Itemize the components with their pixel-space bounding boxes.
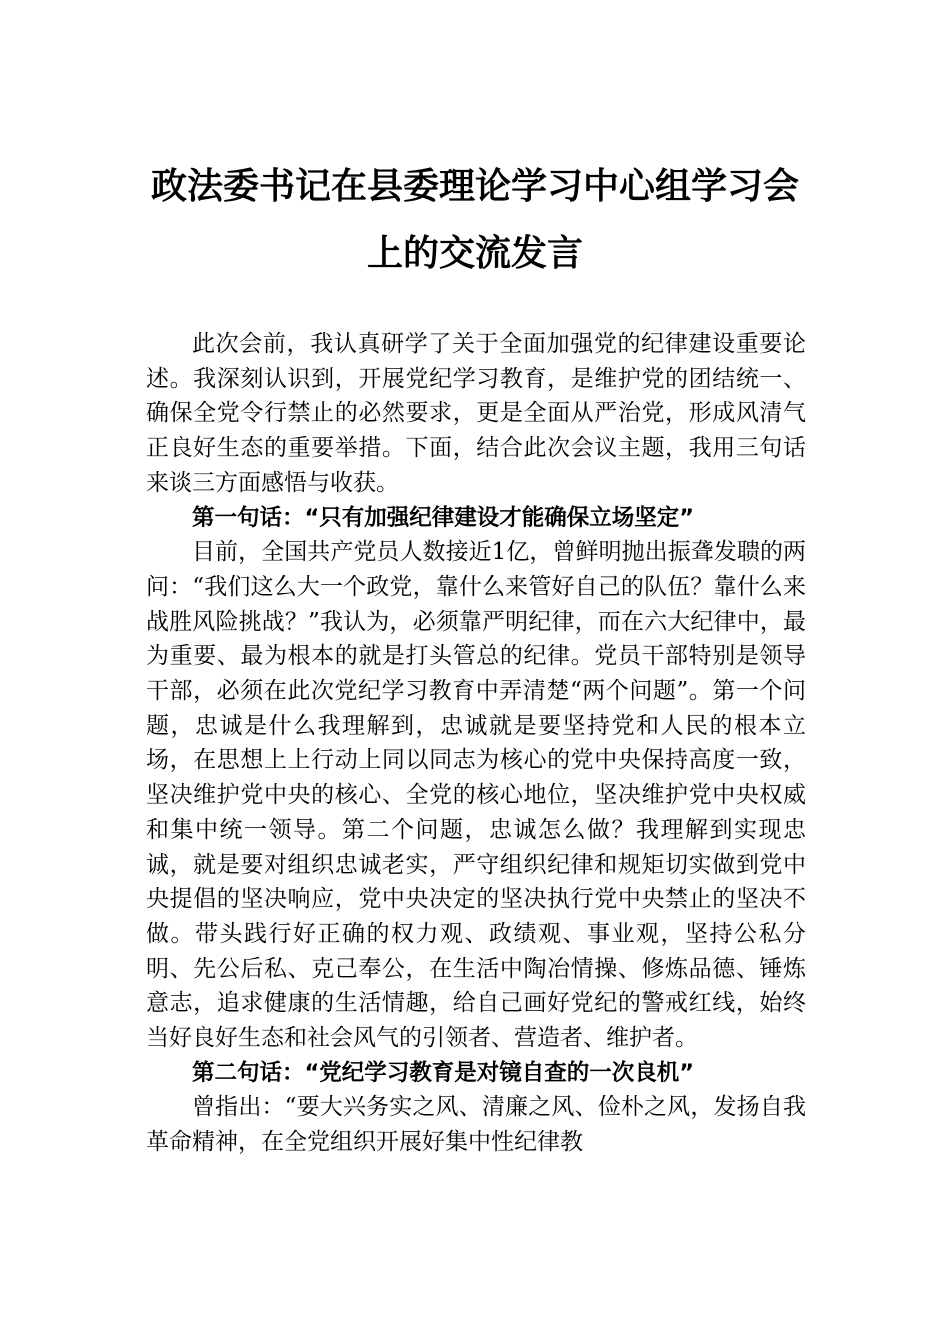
section-1-paragraph: 目前，全国共产党员人数接近1亿，曾鲜明抛出振聋发聩的两问：“我们这么大一个政党，靠什么来管好自己的队伍？靠什么来战胜风险挑战？”我认为，必须靠严明纪律，而在六大纪律中，最为重要、最为根本的就是打头管总的纪律。党员干部特别是领导干部，必须在此次党纪学习教育中弄清楚“两个问题”。第一个问题，忠诚是什么我理解到，忠诚就是要坚持党和人民的根本立场，在思想上上行动上同以同志为核心的党中央保持高度一致，坚决维护党中央的核心、全党的核心地位，坚决维护党中央权威和集中统一领导。第二个问题，忠诚怎么做？我理解到实现忠诚，就是要对组织忠诚老实，严守组织纪律和规矩切实做到党中央提倡的坚决响应，党中央决定的坚决执行党中央禁止的坚决不做。带头践行好正确的权力观、政绩观、事业观，坚持公私分明、先公后私、克己奉公，在生活中陶冶情操、修炼品德、锤炼意志，追求健康的生活情趣，给自己画好党纪的警戒红线，始终当好良好生态和社会风气的引领者、营造者、维护者。 (146, 539, 806, 1052)
intro-paragraph: 此次会前，我认真研学了关于全面加强党的纪律建设重要论述。我深刻认识到，开展党纪学习教育，是维护党的团结统一、确保全党令行禁止的必然要求，更是全面从严治党，形成风清气正良好生态的重要举措。下面，结合此次会议主题，我用三句话来谈三方面感悟与收获。 (146, 331, 806, 496)
section-heading-1: 第一句话：“只有加强纪律建设才能确保立场坚定” (192, 504, 695, 531)
document-body (146, 327, 806, 1160)
section-2-paragraph: 曾指出：“要大兴务实之风、清廉之风、俭朴之风，发扬自我革命精神，在全党组织开展好集中性纪律教 (146, 1094, 806, 1156)
section-heading-2: 第二句话：“党纪学习教育是对镜自查的一次良机” (192, 1059, 695, 1086)
document-title-line-2: 上的交流发言 (366, 232, 583, 274)
document-title-line-1: 政法委书记在县委理论学习中心组学习会 (150, 165, 799, 207)
